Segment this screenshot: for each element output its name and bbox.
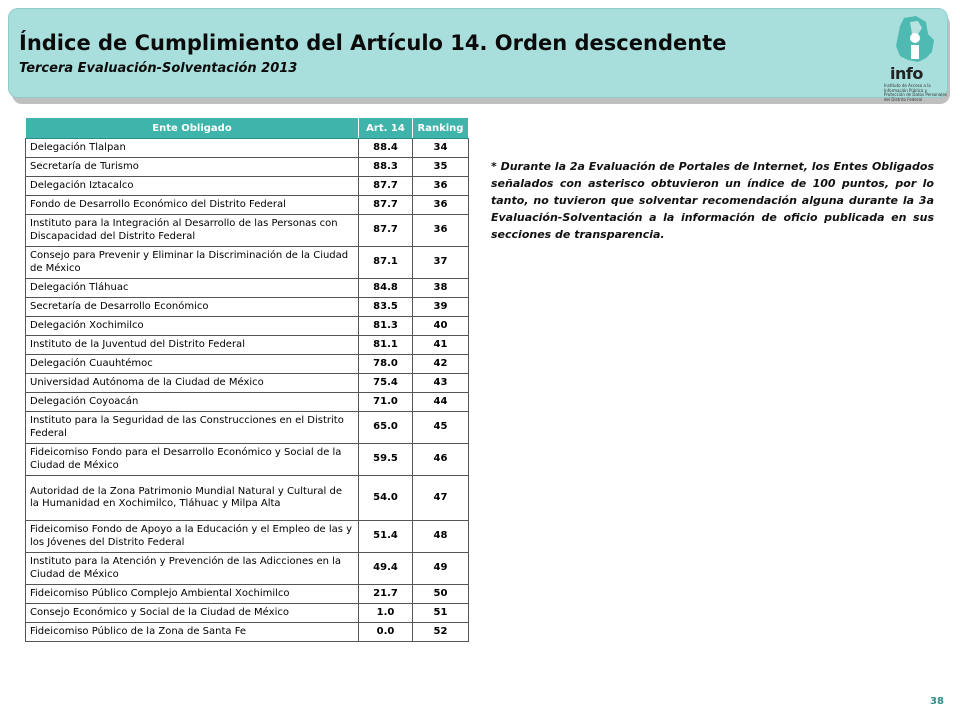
table-body bbox=[26, 139, 469, 642]
cell-art14: 84.8 bbox=[359, 279, 413, 298]
cell-ente: Delegación Tlalpan bbox=[26, 139, 359, 158]
table-row bbox=[26, 158, 469, 177]
table-row bbox=[26, 215, 469, 247]
table-row bbox=[26, 412, 469, 444]
cell-ente: Instituto para la Atención y Prevención de las Adicciones en la Ciudad de México bbox=[26, 553, 359, 585]
cell-art14: 87.7 bbox=[359, 196, 413, 215]
cell-ente: Fideicomiso Público Complejo Ambiental Xochimilco bbox=[26, 585, 359, 604]
page-subtitle: Tercera Evaluación-Solventación 2013 bbox=[19, 61, 298, 76]
col-header-ranking: Ranking bbox=[413, 118, 469, 139]
cell-ente: Instituto para la Integración al Desarrollo de las Personas con Discapacidad del Distrito Federal bbox=[26, 215, 359, 247]
cell-art14: 54.0 bbox=[359, 476, 413, 521]
cell-ranking: 36 bbox=[413, 177, 469, 196]
cell-ente: Delegación Iztacalco bbox=[26, 177, 359, 196]
cell-ranking: 39 bbox=[413, 298, 469, 317]
table-row bbox=[26, 298, 469, 317]
table-row bbox=[26, 553, 469, 585]
cell-ranking: 51 bbox=[413, 604, 469, 623]
table-row bbox=[26, 623, 469, 642]
table-row bbox=[26, 476, 469, 521]
cell-ente: Instituto para la Seguridad de las Construcciones en el Distrito Federal bbox=[26, 412, 359, 444]
cell-ranking: 43 bbox=[413, 374, 469, 393]
cell-art14: 83.5 bbox=[359, 298, 413, 317]
table-row bbox=[26, 521, 469, 553]
cell-art14: 87.1 bbox=[359, 247, 413, 279]
cell-ente: Consejo para Prevenir y Eliminar la Discriminación de la Ciudad de México bbox=[26, 247, 359, 279]
footnote: * Durante la 2a Evaluación de Portales de Internet, los Entes Obligados señalados con asterisco obtuvieron un índice de 100 puntos, por lo tanto, no tuvieron que solventar recomendación alguna durante la 3a Evaluación-Solventación a la información de oficio publicada en sus secciones de transparencia. bbox=[491, 160, 934, 241]
col-header-art14: Art. 14 bbox=[359, 118, 413, 139]
table-row bbox=[26, 336, 469, 355]
cell-art14: 71.0 bbox=[359, 393, 413, 412]
cell-ente: Secretaría de Desarrollo Económico bbox=[26, 298, 359, 317]
cell-ente: Universidad Autónoma de la Ciudad de México bbox=[26, 374, 359, 393]
cell-art14: 49.4 bbox=[359, 553, 413, 585]
table-row bbox=[26, 317, 469, 336]
cell-ente: Delegación Coyoacán bbox=[26, 393, 359, 412]
table-row bbox=[26, 279, 469, 298]
cell-art14: 65.0 bbox=[359, 412, 413, 444]
cell-ente: Autoridad de la Zona Patrimonio Mundial Natural y Cultural de la Humanidad en Xochimilco, Tláhuac y Milpa Alta bbox=[26, 476, 359, 521]
cell-ente: Secretaría de Turismo bbox=[26, 158, 359, 177]
table-row bbox=[26, 139, 469, 158]
cell-ranking: 36 bbox=[413, 196, 469, 215]
cell-ente: Delegación Xochimilco bbox=[26, 317, 359, 336]
logo-tagline: Instituto de Acceso a la Información Pública y Protección de Datos Personales del Distrito Federal bbox=[884, 83, 947, 102]
cell-ente: Fondo de Desarrollo Económico del Distrito Federal bbox=[26, 196, 359, 215]
cell-ranking: 36 bbox=[413, 215, 469, 247]
cell-ente: Delegación Cuauhtémoc bbox=[26, 355, 359, 374]
cell-ente: Instituto de la Juventud del Distrito Federal bbox=[26, 336, 359, 355]
cell-art14: 0.0 bbox=[359, 623, 413, 642]
cell-art14: 75.4 bbox=[359, 374, 413, 393]
cell-ranking: 37 bbox=[413, 247, 469, 279]
compliance-table bbox=[25, 117, 469, 642]
logo-wordmark: info bbox=[890, 64, 923, 83]
cell-ranking: 40 bbox=[413, 317, 469, 336]
table-header-row bbox=[26, 118, 469, 139]
cell-ente: Fideicomiso Fondo para el Desarrollo Económico y Social de la Ciudad de México bbox=[26, 444, 359, 476]
cell-art14: 88.4 bbox=[359, 139, 413, 158]
table-row bbox=[26, 247, 469, 279]
cell-art14: 1.0 bbox=[359, 604, 413, 623]
cell-ranking: 38 bbox=[413, 279, 469, 298]
page-number: 38 bbox=[930, 696, 944, 707]
cell-ranking: 44 bbox=[413, 393, 469, 412]
table-row bbox=[26, 604, 469, 623]
cell-art14: 21.7 bbox=[359, 585, 413, 604]
cell-ranking: 42 bbox=[413, 355, 469, 374]
banner-box bbox=[8, 8, 948, 98]
cell-ente: Fideicomiso Fondo de Apoyo a la Educación y el Empleo de las y los Jóvenes del Distrito Federal bbox=[26, 521, 359, 553]
table-row bbox=[26, 196, 469, 215]
table-row bbox=[26, 355, 469, 374]
cell-ranking: 47 bbox=[413, 476, 469, 521]
cell-ranking: 35 bbox=[413, 158, 469, 177]
cell-ranking: 41 bbox=[413, 336, 469, 355]
cell-ente: Fideicomiso Público de la Zona de Santa Fe bbox=[26, 623, 359, 642]
cell-ente: Consejo Económico y Social de la Ciudad de México bbox=[26, 604, 359, 623]
cell-art14: 78.0 bbox=[359, 355, 413, 374]
cell-ente: Delegación Tláhuac bbox=[26, 279, 359, 298]
cell-art14: 81.3 bbox=[359, 317, 413, 336]
cell-ranking: 46 bbox=[413, 444, 469, 476]
cell-ranking: 34 bbox=[413, 139, 469, 158]
cell-ranking: 49 bbox=[413, 553, 469, 585]
cell-ranking: 50 bbox=[413, 585, 469, 604]
cell-art14: 88.3 bbox=[359, 158, 413, 177]
cell-art14: 87.7 bbox=[359, 177, 413, 196]
col-header-ente: Ente Obligado bbox=[26, 118, 359, 139]
cell-ranking: 52 bbox=[413, 623, 469, 642]
table-row bbox=[26, 444, 469, 476]
cell-art14: 51.4 bbox=[359, 521, 413, 553]
cell-ranking: 45 bbox=[413, 412, 469, 444]
cell-art14: 81.1 bbox=[359, 336, 413, 355]
table-row bbox=[26, 177, 469, 196]
page-title: Índice de Cumplimiento del Artículo 14. Orden descendente bbox=[19, 31, 727, 55]
cell-ranking: 48 bbox=[413, 521, 469, 553]
cell-art14: 59.5 bbox=[359, 444, 413, 476]
table-row bbox=[26, 374, 469, 393]
cell-art14: 87.7 bbox=[359, 215, 413, 247]
table-row bbox=[26, 393, 469, 412]
header-banner bbox=[8, 8, 952, 102]
table-row bbox=[26, 585, 469, 604]
